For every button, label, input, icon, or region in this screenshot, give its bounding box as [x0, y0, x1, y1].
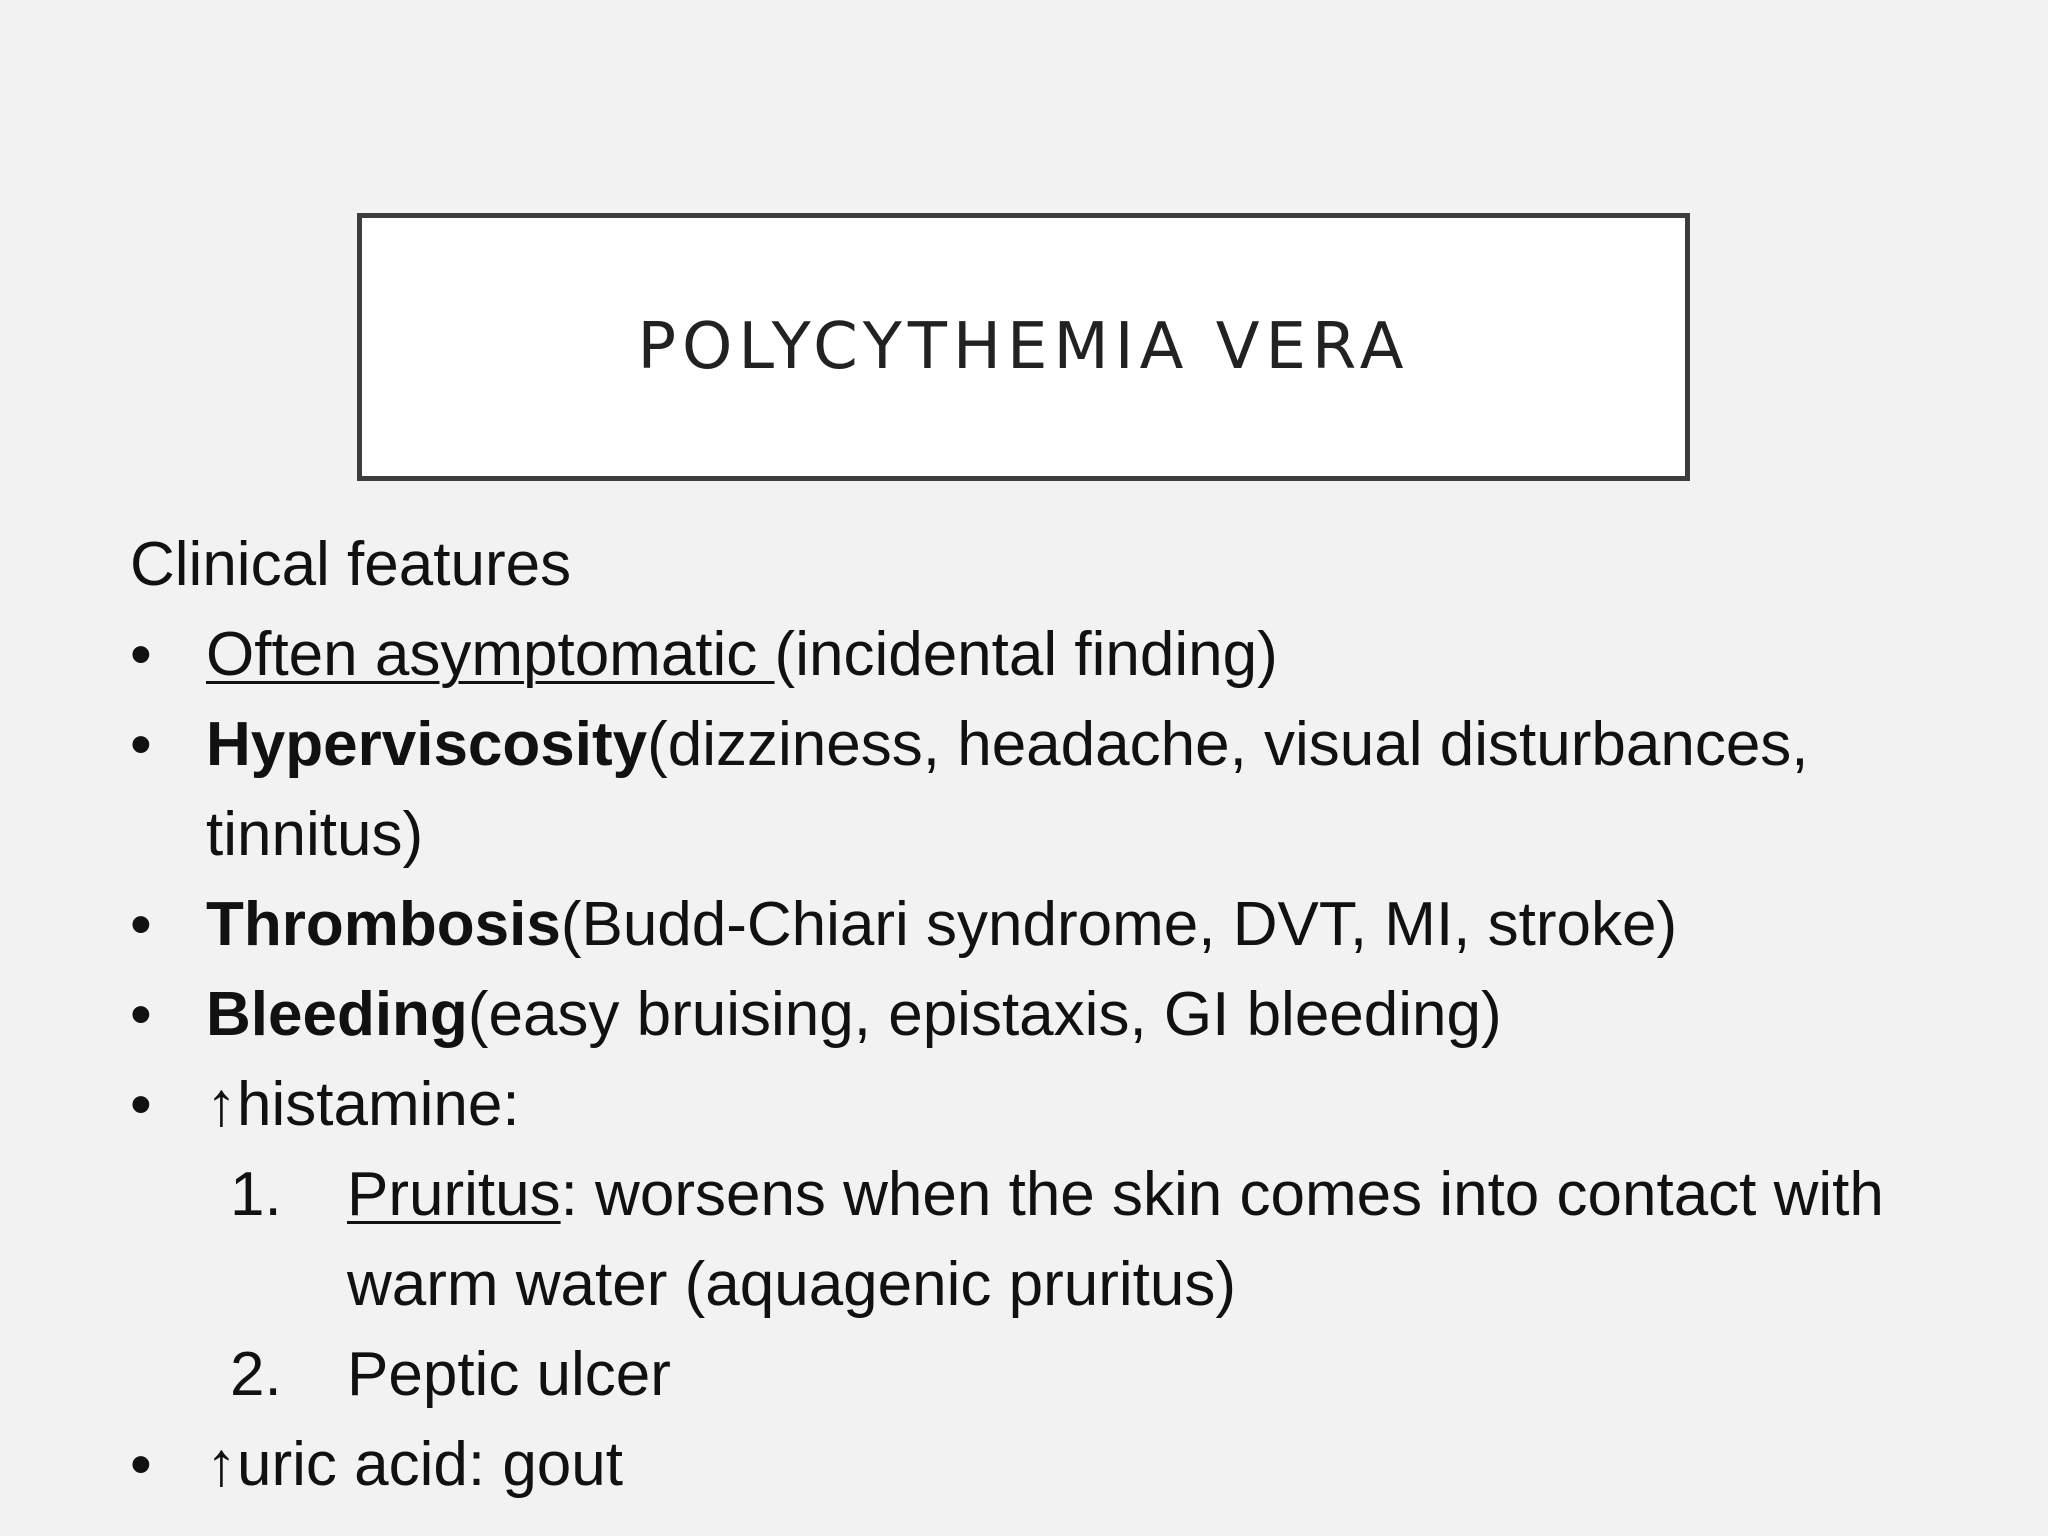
section-heading: Clinical features: [130, 530, 572, 599]
bullet-item-asymptomatic: [130, 610, 1930, 700]
item-bold-text: Hyperviscosity: [206, 710, 648, 779]
bullet-icon: •: [130, 1070, 152, 1139]
bullet-icon: •: [130, 980, 152, 1049]
bullet-item-thrombosis: [130, 880, 1930, 970]
item-underlined-text: Often asymptomatic: [206, 620, 775, 689]
item-text: (easy bruising, epistaxis, GI bleeding): [467, 980, 1502, 1049]
bullet-item-bleeding: [130, 970, 1930, 1060]
subitem-text: Peptic ulcer: [347, 1340, 671, 1409]
title-box: [357, 213, 1690, 481]
item-text: (incidental finding): [774, 620, 1278, 689]
item-text: ↑histamine:: [206, 1070, 520, 1139]
item-text: ↑uric acid: gout: [206, 1430, 623, 1499]
slide-title: POLYCYTHEMIA VERA: [637, 310, 1410, 384]
bullet-item-histamine: [130, 1060, 1930, 1150]
subitem-text: : worsens when the skin comes into contact with warm water (aquagenic pruritus): [347, 1160, 1884, 1319]
subitem-underlined-text: Pruritus: [347, 1160, 561, 1229]
bullet-item-uric-acid: [130, 1420, 1930, 1510]
slide-content: [130, 520, 1930, 1510]
subitem-number: 1.: [230, 1160, 282, 1229]
item-bold-text: Thrombosis: [206, 890, 561, 959]
item-bold-text: Bleeding: [206, 980, 468, 1049]
item-text: (dizziness, headache, visual disturbances, tinnitus): [206, 710, 1809, 869]
bullet-icon: •: [130, 1430, 152, 1499]
item-text: (Budd-Chiari syndrome, DVT, MI, stroke): [560, 890, 1678, 959]
subitem-number: 2.: [230, 1340, 282, 1409]
bullet-icon: •: [130, 710, 152, 779]
bullet-icon: •: [130, 890, 152, 959]
subitem-pruritus: [130, 1150, 1930, 1330]
bullet-icon: •: [130, 620, 152, 689]
subitem-peptic-ulcer: [130, 1330, 1930, 1420]
bullet-item-hyperviscosity: [130, 700, 1930, 880]
